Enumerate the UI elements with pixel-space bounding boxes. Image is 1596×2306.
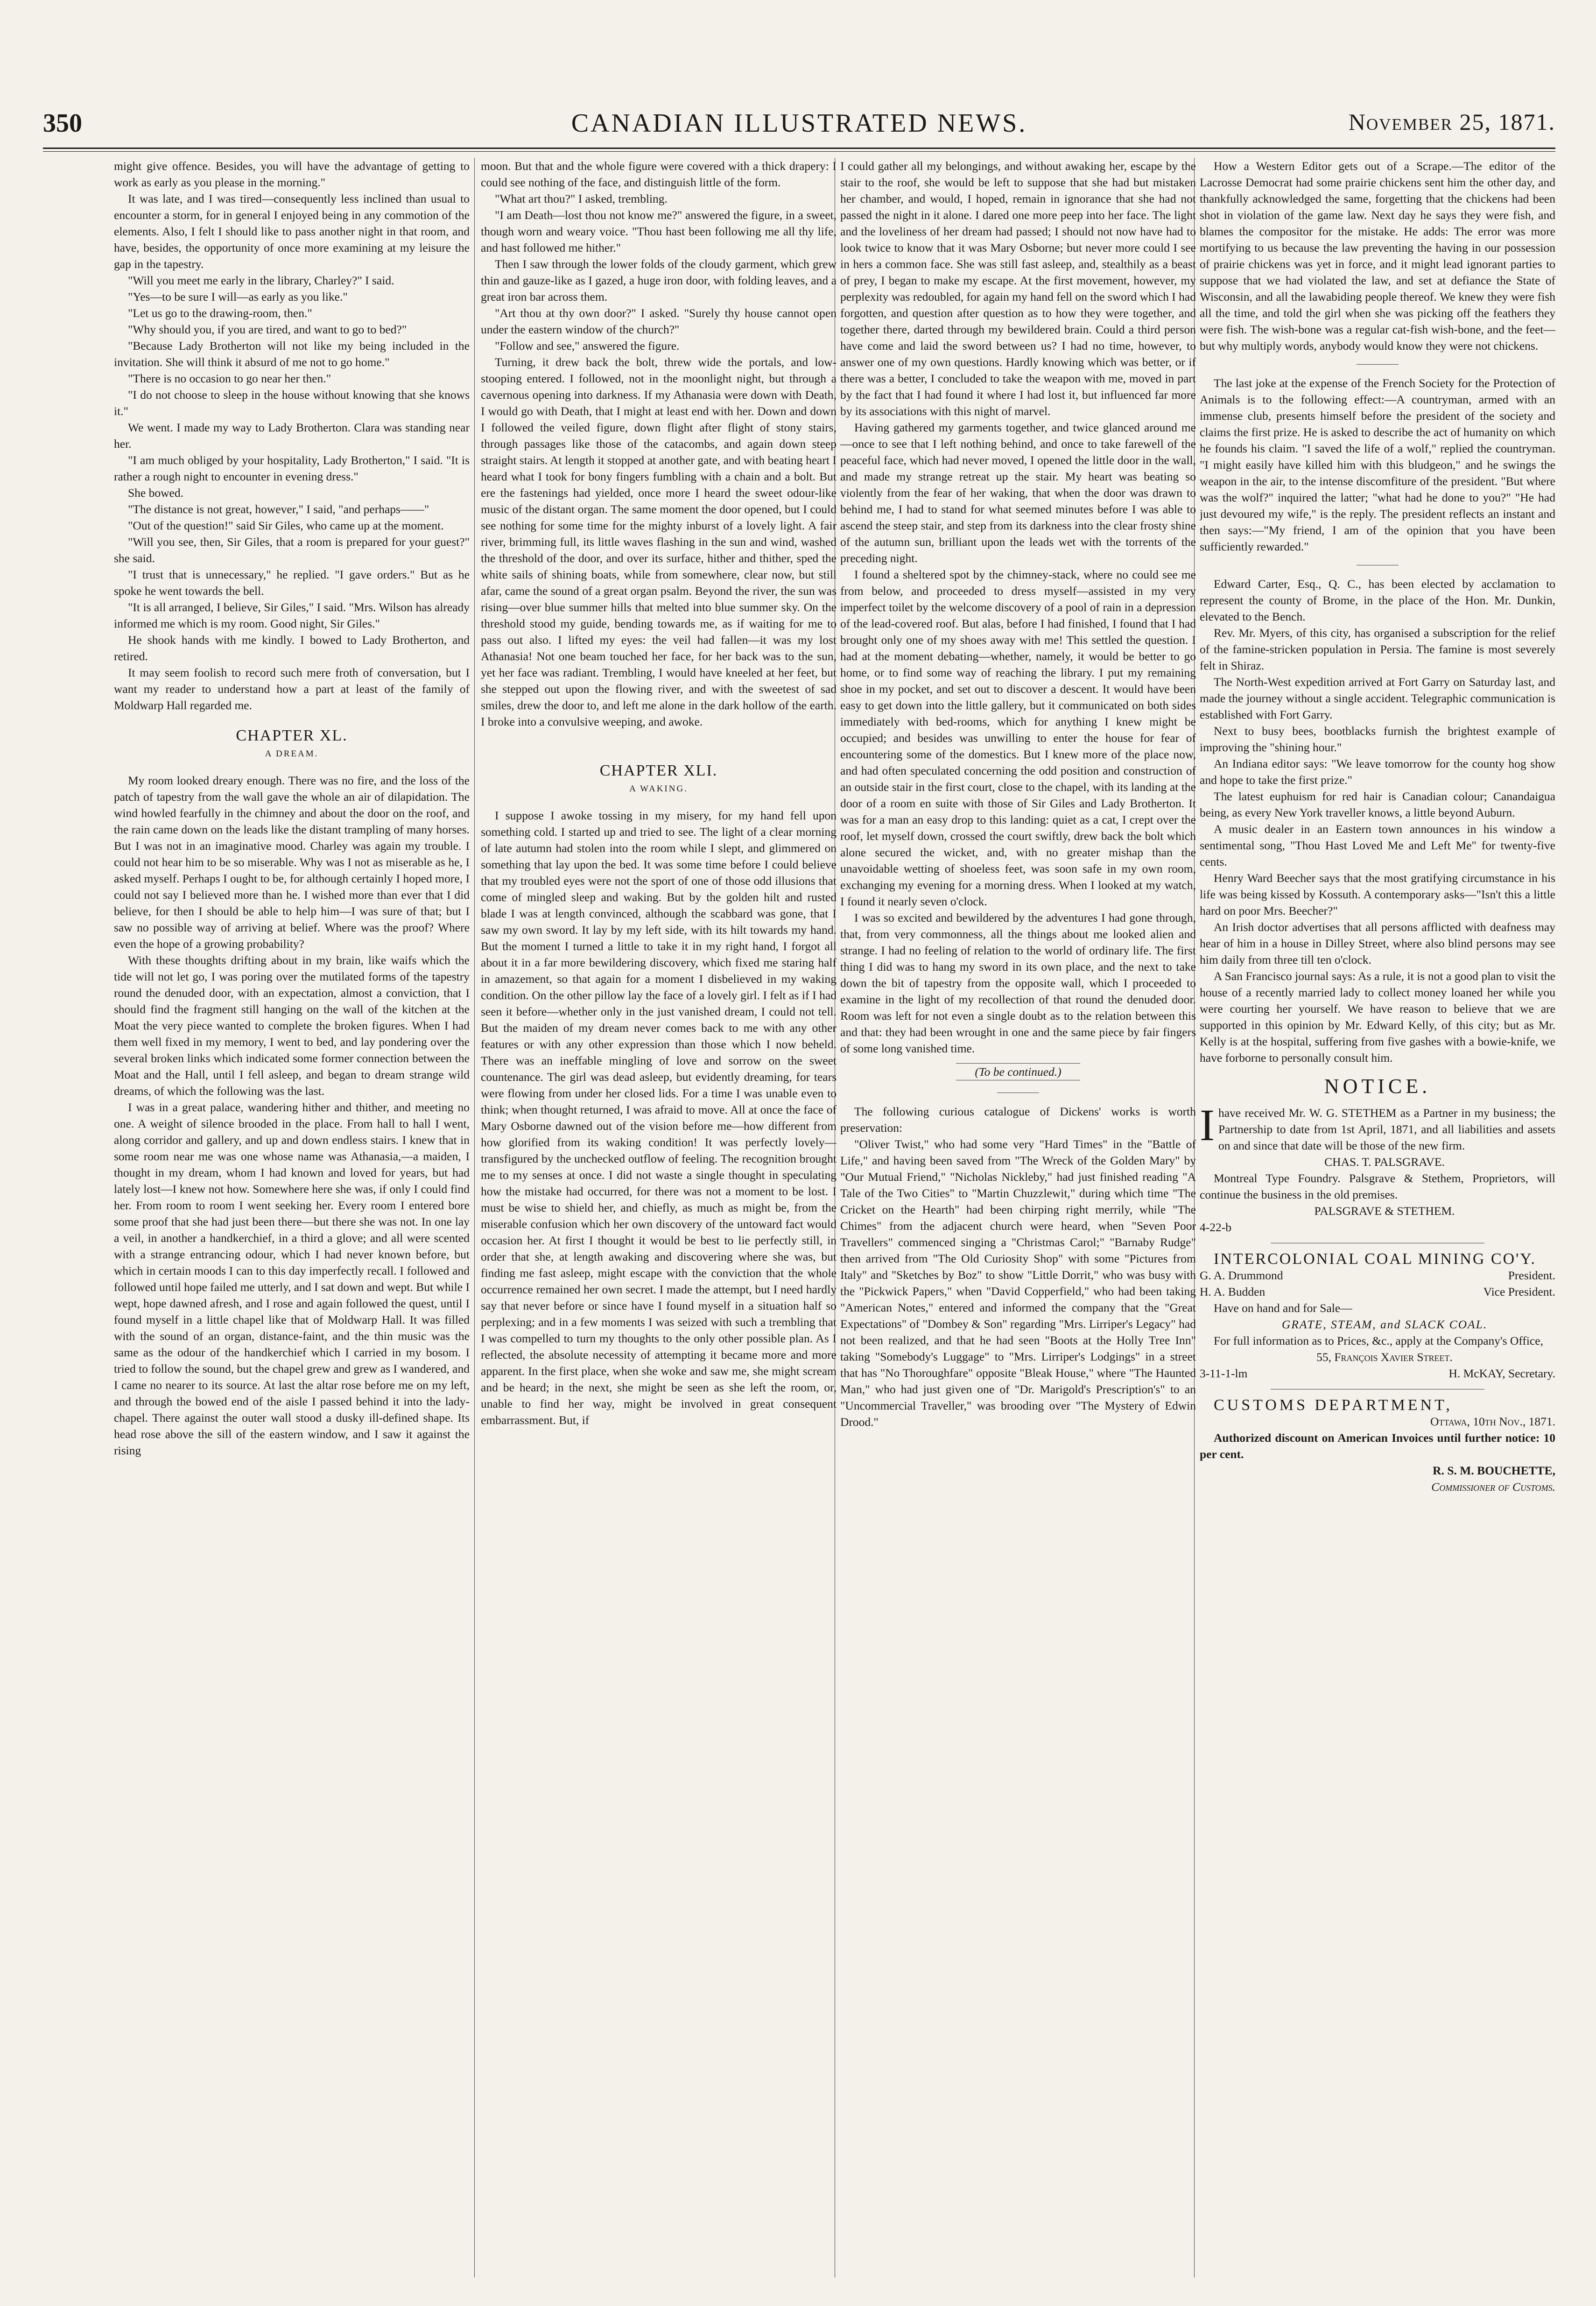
paragraph: "Will you meet me early in the library, Charley?" I said. <box>128 274 394 287</box>
officer-row <box>1200 1283 1555 1300</box>
notice-body <box>1200 1100 1555 1154</box>
paragraph: "Yes—to be sure I will—as early as you like." <box>128 290 348 303</box>
paragraph: Turning, it drew back the bolt, threw wide the portals, and low-stooping entered. I followed, not in the moonlight night, but through a cavernous opening into darkness. If my Athanasia were down with Death, I would go with Death, that I might at least end with her. Down and down I followed the veiled figure, down flight after flight of stony stairs, through passages like those of the catacombs, and again down steep straight stairs. At length it stopped at another gate, and with beating heart I heard what I took for bony fingers fumbling with a chain and a bolt. But ere the fastenings had yielded, once more I heard the sweet odour-like music of the distant organ. The same moment the door opened, but I could see nothing for some time for the mighty inburst of a lovely light. A fair river, brimming full, its little waves flashing in the sun and wind, washed the threshold of the door, and over its surface, hither and thither, sped the white sails of shining boats, while from somewhere, clear now, but still afar, came the sound of a great organ psalm. Beyond the river, the sun was rising—over blue summer hills that melted into blue summer sky. On the threshold stood my guide, bending towards me, as if waiting for me to pass out also. I lifted my eyes: the veil had fallen—it was my lost Athanasia! Not one beam touched her face, for her back was to the sun, yet her face was radiant. Trembling, I would have kneeled at her feet, but she stepped out upon the flowing river, and with the sweetest of sad smiles, drew the door to, and left me alone in the dark hollow of the earth. I broke into a convulsive weeping, and awoke. <box>481 355 837 728</box>
paragraph: "What art thou?" I asked, trembling. <box>495 192 668 205</box>
notice-heading: NOTICE. <box>1324 1075 1431 1098</box>
drop-cap: I <box>1200 1100 1215 1150</box>
paragraph: A San Francisco journal says: As a rule, it is not a good plan to visit the house of a recently married lady to collect money loaned her while you were courting her yourself. We have reason to believe that we are supported in this opinion by Mr. Edward Kelly, of this city; but as Mr. Kelly is at the hospital, suffering from five gashes with a bowie-knife, we have forborne to personally consult him. <box>1200 969 1555 1065</box>
paragraph: The latest euphuism for red hair is Canadian colour; Canandaigua being, as every New York traveller knows, a little beyond Auburn. <box>1200 790 1555 819</box>
customs-place-date: Ottawa, 10th Nov., 1871. <box>1430 1415 1555 1428</box>
paragraph: She bowed. <box>128 486 183 500</box>
separator <box>1357 364 1399 365</box>
paragraph: He shook hands with me kindly. I bowed to Lady Brotherton, and retired. <box>114 633 470 663</box>
column-1 <box>114 158 470 2287</box>
paragraph: I found a sheltered spot by the chimney-stack, where no could see me from below, and proceeded to dress myself—assisted in my very imperfect toilet by the welcome discovery of a pool of rain in a depression of the lead-covered roof. But alas, before I had finished, I found that I had brought only one of my shoes away with me! This settled the question. I had at the moment debating—whether, namely, it would be better to go home, or to find some way of reaching the library. I put my remaining shoe in my pocket, and set out to discover a descent. It would have been easy to get down into the little gallery, but it communicated on both sides immediately with bed-rooms, which for anything I knew might be occupied; and besides was unwilling to enter the house for fear of encountering some of the domestics. But I knew more of the place now, and had often speculated concerning the odd position and construction of an outside stair in the first court, close to the chapel, with its landing at the door of a room en suite with those of Sir Giles and Lady Brotherton. It was for a man an easy drop to this landing: quiet as a cat, I crept over the roof, let myself down, crossed the court swiftly, drew back the bolt which alone secured the wicket, and, with no greater mishap than the unavoidable wetting of shoeless feet, was soon safe in my own room, exchanging my evening for a morning dress. When I looked at my watch, I found it nearly seven o'clock. <box>840 568 1196 908</box>
ad-text: For full information as to Prices, &c., apply at the Company's Office, <box>1214 1334 1543 1347</box>
ad-text: GRATE, STEAM, and SLACK COAL. <box>1281 1318 1488 1331</box>
paragraph: Having gathered my garments together, and twice glanced around me—once to see that I left nothing behind, and once to take farewell of the peaceful face, which had never moved, I opened the little door in the wall, and made my strange retreat up the stair. My heart was beating so violently from the fear of her waking, that when the door was drawn to behind me, I had to stand for what seemed minutes before I was able to ascend the steep stair, and step from its darkness into the clear frosty shine of the autumn sun, brilliant upon the leads wet with the torrents of the preceding night. <box>840 421 1196 565</box>
paragraph: Edward Carter, Esq., Q. C., has been elected by acclamation to represent the county of Brome, in the place of the Hon. Mr. Dunkin, elevated to the Bench. <box>1200 577 1555 623</box>
paragraph: It was late, and I was tired—consequently less inclined than usual to encounter a storm, for in general I enjoyed being in any commotion of the elements. Also, I felt I should like to pass another night in that room, and have, besides, the opportunity of once more examining at my leisure the gap in the tapestry. <box>114 192 470 271</box>
notice-signature: PALSGRAVE & STETHEM. <box>1314 1204 1455 1218</box>
paragraph: moon. But that and the whole figure were covered with a thick drapery: I could see nothing of the face, and distinguish little of the form. <box>481 159 837 189</box>
paragraph: With these thoughts drifting about in my brain, like waifs which the tide will not let go, I was poring over the mutilated forms of the tapestry round the denuded door, with an expectation, almost a conviction, that I should find the fragment still hanging on the wall of the kitchen at the Moat the very piece wanted to complete the broken figures. When I had them well fixed in my memory, I went to bed, and lay pondering over the several broken links which indicated some former connection between the Moat and the Hall, until I fell asleep, and began to dream strange wild dreams, of which the following was the last. <box>114 953 470 1098</box>
paragraph: "The distance is not great, however," I said, "and perhaps——" <box>128 502 429 516</box>
paragraph: "Why should you, if you are tired, and want to go to bed?" <box>128 323 407 336</box>
paragraph: "Will you see, then, Sir Giles, that a room is prepared for your guest?" she said. <box>114 535 470 565</box>
masthead-rule-thin <box>43 151 1555 152</box>
to-be-continued <box>840 1063 1196 1080</box>
paragraph: "Follow and see," answered the figure. <box>495 339 680 353</box>
masthead-rule <box>43 148 1555 149</box>
paragraph: We went. I made my way to Lady Brotherton. Clara was standing near her. <box>114 421 470 451</box>
paragraph: Henry Ward Beecher says that the most gratifying circumstance in his life was being kissed by Kossuth. A contemporary asks—"Isn't this a little hard on poor Mrs. Beecher?" <box>1200 871 1555 917</box>
reference-code: 3-11-1-lm <box>1200 1367 1248 1380</box>
paragraph: "There is no occasion to go near her then." <box>128 372 331 385</box>
issue-date: November 25, 1871. <box>1348 109 1555 135</box>
customs-signature: R. S. M. BOUCHETTE, <box>1433 1464 1555 1477</box>
paragraph: "It is all arranged, I believe, Sir Giles," I said. "Mrs. Wilson has already informed me which is my room. Good night, Sir Giles." <box>114 600 470 630</box>
column-4 <box>1200 158 1555 2287</box>
chapter-subtitle: A WAKING. <box>629 784 688 794</box>
officer-name: H. A. Budden <box>1200 1285 1266 1298</box>
customs-heading: CUSTOMS DEPARTMENT, <box>1214 1396 1453 1414</box>
paragraph: Then I saw through the lower folds of the cloudy garment, which grew thin and gauze-like as I gazed, a huge iron door, with folding leaves, and a great iron bar across them. <box>481 257 837 303</box>
masthead <box>43 108 1555 141</box>
paragraph: I was so excited and bewildered by the adventures I had gone through, that, from very commonness, all the things about me looked alien and strange. I had no feeling of relation to the world of ordinary life. The first thing I did was to hang my sword in its own place, and the next to take down the bit of tapestry from the opposite wall, which I proceeded to examine in the light of my recollection of that round the denuded door. Room was left for not even a single doubt as to the relation between this and that: they had been wrought in one and the same piece by fair fingers of some long vanished time. <box>840 911 1196 1055</box>
officer-row <box>1200 1267 1555 1283</box>
notice-signature: CHAS. T. PALSGRAVE. <box>1324 1155 1445 1169</box>
page-number: 350 <box>43 109 82 138</box>
to-be-continued-label: (To be continued.) <box>956 1063 1080 1080</box>
officer-name: G. A. Drummond <box>1200 1269 1283 1282</box>
chapter-heading: CHAPTER XLI. <box>599 762 718 779</box>
chapter-subtitle: A DREAM. <box>265 749 319 759</box>
paragraph: I was in a great palace, wandering hither and thither, and meeting no one. A weight of silence brooded in the place. From hall to hall I went, along corridor and gallery, and up and down endless stairs. I knew that in some room near me was one whose name was Athanasia,—a maiden, I thought in my dream, whom I had known and loved for years, but had lately lost—I knew not how. Somewhere here she was, if only I could find her. From room to room I went seeking her. Every room I entered bore some proof that she had just been there—but there she was not. In one lay a veil, in another a handkerchief, in a third a glove; and all were scented with a strange entrancing odour, which I had never known before, but which in certain moods I can to this day imperfectly recall. I followed and followed until hope failed me utterly, and I sat down and wept. But while I wept, hope dawned afresh, and I rose and again followed the quest, until I found myself in a little chapel like that of Moldwarp Hall. It was filled with the sound of an organ, distance-faint, and the thin music was the same as the odour of the handkerchief which I carried in my bosom. I tried to follow the sound, but the chapel grew and grew as I wandered, and I came no nearer to its source. At last the altar rose before me on my left, and through the bowed end of the aisle I passed behind it into the lady-chapel. There against the outer wall stood a dusky ill-defined shape. Its head rose above the sill of the eastern window, and I saw it against the rising <box>114 1100 470 1457</box>
customs-notice: Authorized discount on American Invoices until further notice: 10 per cent. <box>1200 1431 1555 1461</box>
paragraph: The last joke at the expense of the French Society for the Protection of Animals is to the following effect:—A countryman, armed with an immense club, presents himself before the president of the society and claims the first prize. He is asked to describe the act of humanity on which he founds his claim. "I saved the life of a wolf," replied the countryman. "I might easily have killed him with this bludgeon," and he swings the weapon in the air, to the intense discomfiture of the president. "But where was the wolf?" inquired the latter; "what had he done to you?" "He had just devoured my wife," is the reply. The president reflects an instant and then says:—"My friend, I am of the opinion that you have been sufficiently rewarded." <box>1200 376 1555 553</box>
newspaper-title: CANADIAN ILLUSTRATED NEWS. <box>571 109 1027 138</box>
paragraph: "I do not choose to sleep in the house without knowing that she knows it." <box>114 388 470 418</box>
paragraph: I could gather all my belongings, and without awaking her, escape by the stair to the roof, she would be left to suppose that she had but mistaken her chamber, and would, I hoped, remain in ignorance that she had not passed the night in it alone. I dared one more peep into her face. The light and the loveliness of her dream had passed; I should not now have had to look twice to know that it was Mary Osborne; but never more could I see in hers a common face. She was still fast asleep, and, stealthily as a beast of prey, I began to make my escape. At the first movement, however, my perplexity was redoubled, for again my hand fell on the sword which I had forgotten, and question after question as to how they were together, and together there, darted through my bewildered brain. Could a third person have come and laid the sword between us? I had no time, however, to answer one of my own questions. Hardly knowing which was better, or if there was a better, I concluded to take the weapon with me, moved in part by the fact that I had found it where I had lost it, but influenced far more by its associations with this night of marvel. <box>840 159 1196 418</box>
ad-signature: H. McKAY, Secretary. <box>1448 1367 1555 1380</box>
paragraph: Next to busy bees, bootblacks furnish the brightest example of improving the "shining hour." <box>1200 724 1555 754</box>
paragraph: "Oliver Twist," who had some very "Hard Times" in the "Battle of Life," and having been saved from "The Wreck of the Golden Mary" by "Our Mutual Friend," "Nicholas Nickleby," had just finished reading "A Tale of the Two Cities" to "Martin Chuzzlewit," during which time "The Cricket on the Hearth" had been chirping right merrily, while "The Chimes" from the adjacent church were heard, when "Seven Poor Travellers" commenced singing a "Christmas Carol;" "Barnaby Rudge" then arrived from "The Old Curiosity Shop" with some "Pictures from Italy" and "Sketches by Boz" to show "Little Dorrit," who was busy with the "Pickwick Papers," when "David Copperfield," who had been taking "American Notes," entered and informed the company that the "Great Expectations" of "Dombey & Son" regarding "Mrs. Lirriper's Legacy" had not been realized, and that he had seen "Boots at the Holly Tree Inn" taking "Somebody's Luggage" to "Mrs. Lirriper's Lodgings" in a street that has "No Thoroughfare" opposite "Bleak House," where "The Haunted Man," who had just given one of "Dr. Marigold's Prescription's" to an "Uncommercial Traveller," was brooding over "The Mystery of Edwin Drood." <box>840 1137 1196 1429</box>
paragraph: The North-West expedition arrived at Fort Garry on Saturday last, and made the journey without a single accident. Telegraphic communication is established with Fort Garry. <box>1200 675 1555 721</box>
paragraph: How a Western Editor gets out of a Scrape.—The editor of the Lacrosse Democrat had some prairie chickens sent him the other day, and thankfully acknowledged the same, forgetting that the chickens had been shot in violation of the game law. Next day he says they were fish, and blames the compositor for the mistake. He adds: The error was more mortifying to us because the law preventing the having in our possession of prairie chickens was yet in force, and it might lead ignorant parties to suppose that we had violated the law, and set at defiance the State of Wisconsin, and all the lawabiding people thereof. We knew they were fish all the time, and told the girl when she was picking off the feathers they were fish. The wish-bone was a regular cat-fish wish-bone, and the feet—but why multiply words, anybody would know they were not chickens. <box>1200 159 1555 353</box>
column-divider <box>474 158 475 2278</box>
paragraph: "I trust that is unnecessary," he replied. "I gave orders." But as he spoke he went towards the bell. <box>114 568 470 598</box>
paragraph: The following curious catalogue of Dickens' works is worth preservation: <box>840 1105 1196 1135</box>
notice-text: have received Mr. W. G. STETHEM as a Partner in my business; the Partnership to date from 1st April, 1871, and all liabilities and assets on and since that date will be those of the new firm. <box>1218 1106 1555 1152</box>
paragraph: An Irish doctor advertises that all persons afflicted with deafness may hear of him in a house in Dilley Street, where also blind persons may see him daily from three till ten o'clock. <box>1200 920 1555 966</box>
paragraph: might give offence. Besides, you will have the advantage of getting to work as early as you please in the morning." <box>114 159 470 189</box>
ad-footer <box>1200 1365 1555 1382</box>
paragraph: "I am much obliged by your hospitality, Lady Brotherton," I said. "It is rather a rough night to encounter in evening dress." <box>114 453 470 483</box>
column-2 <box>481 158 837 2287</box>
paragraph: A music dealer in an Eastern town announces in his window a sentimental song, "Thou Hast Loved Me and Left Me" for twenty-five cents. <box>1200 822 1555 868</box>
paragraph: Rev. Mr. Myers, of this city, has organised a subscription for the relief of the famine-stricken population in Persia. The famine is most severely felt in Shiraz. <box>1200 626 1555 672</box>
officer-role: Vice President. <box>1483 1285 1555 1298</box>
paragraph: "Because Lady Brotherton will not like my being included in the invitation. She will think it absurd of me not to go home." <box>114 339 470 369</box>
officer-role: President. <box>1508 1269 1555 1282</box>
paragraph: It may seem foolish to record such mere froth of conversation, but I want my reader to understand how a part at least of the family of Moldwarp Hall regarded me. <box>114 666 470 712</box>
paragraph: An Indiana editor says: "We leave tomorrow for the county hog show and hope to take the first prize." <box>1200 757 1555 787</box>
column-3 <box>840 158 1196 2287</box>
ad-text: Have on hand and for Sale— <box>1214 1301 1352 1315</box>
paragraph: "Out of the question!" said Sir Giles, who came up at the moment. <box>128 519 444 532</box>
coal-company-heading: INTERCOLONIAL COAL MINING CO'Y. <box>1214 1250 1536 1268</box>
paragraph: "I am Death—lost thou not know me?" answered the figure, in a sweet, though worn and weary voice. "Thou hast been following me all thy life, and hast followed me hither." <box>481 208 837 254</box>
paragraph: "Art thou at thy own door?" I asked. "Surely thy house cannot open under the eastern window of the church?" <box>481 306 837 336</box>
reference-code: 4-22-b <box>1200 1220 1231 1234</box>
notice-text: Montreal Type Foundry. Palsgrave & Stethem, Proprietors, will continue the business in the old premises. <box>1200 1171 1555 1201</box>
paragraph: I suppose I awoke tossing in my misery, for my hand fell upon something cold. I started up and tried to see. The light of a clear morning of late autumn had stolen into the room while I slept, and glimmered on something that lay upon the bed. It was some time before I could believe that my troubled eyes were not the sport of one of those odd illusions that come of mingled sleep and waking. But by the golden hilt and rusted blade I was at length convinced, although the scabbard was gone, that I saw my own sword. It lay by my left side, with its hilt towards my hand. But the moment I turned a little to take it in my right hand, I forgot all about it in a far more bewildering discovery, which fixed me staring half in amazement, so that again for a moment I disbelieved in my waking condition. On the other pillow lay the face of a lovely girl. I felt as if I had seen it before—whether only in the just vanished dream, I could not tell. But the maiden of my dream never comes back to me with any other features or with any other expression than those which I now beheld. There was an ineffable mingling of love and sorrow on the sweet countenance. The girl was dead asleep, but evidently dreaming, for tears were flowing from under her closed lids. For a time I was unable even to think; when thought returned, I was afraid to move. All at once the face of Mary Osborne dawned out of the vision before me—how different from how glorified from its waking condition! It was perfectly lovely—transfigured by the unchecked outflow of feeling. The recognition brought me to my senses at once. I did not waste a single thought in speculating how the mistake had occurred, for there was not a moment to be lost. I must be wise to shield her, and chiefly, as much as might be, from the miserable confusion which her own discovery of the untoward fact would occasion her. At first I thought it would be best to lie perfectly still, in order that she, at length awaking and discovering where she was, but finding me fast asleep, might escape with the conviction that the whole occurrence remained her own secret. I made the attempt, but I need hardly say that never before or since have I found myself in a situation half so perplexing; and in a few moments I was seized with such a trembling that I was compelled to turn my thoughts to the only other possible plan. As I reflected, the absolute necessity of attempting it became more and more apparent. In the first place, when she woke and saw me, she might scream and be heard; in the next, she might be seen as she left the room, or, unable to find her way, might be involved in great consequent embarrassment. But, if <box>481 809 837 1427</box>
ad-address: 55, François Xavier Street. <box>1316 1350 1453 1364</box>
chapter-heading: CHAPTER XL. <box>236 727 348 744</box>
paragraph: My room looked dreary enough. There was no fire, and the loss of the patch of tapestry from the wall gave the whole an air of dilapidation. The wind howled fearfully in the chimney and about the door on the roof, and the rain came down on the leads like the distant trampling of many horses. But I was not in an imaginative mood. Charley was again my trouble. I could not hear him to be so miserable. Why was I not as miserable as he, I asked myself. Perhaps I ought to be, for although certainly I hoped more, I could not say I believed more than he. I wished more than ever that I did believe, for then I should be able to help him—I was sure of that; but I saw no possible way of arriving at belief. Where was the proof? Where even the hope of a growing probability? <box>114 774 470 951</box>
customs-role: Commissioner of Customs. <box>1431 1480 1555 1494</box>
paragraph: "Let us go to the drawing-room, then." <box>128 306 312 320</box>
